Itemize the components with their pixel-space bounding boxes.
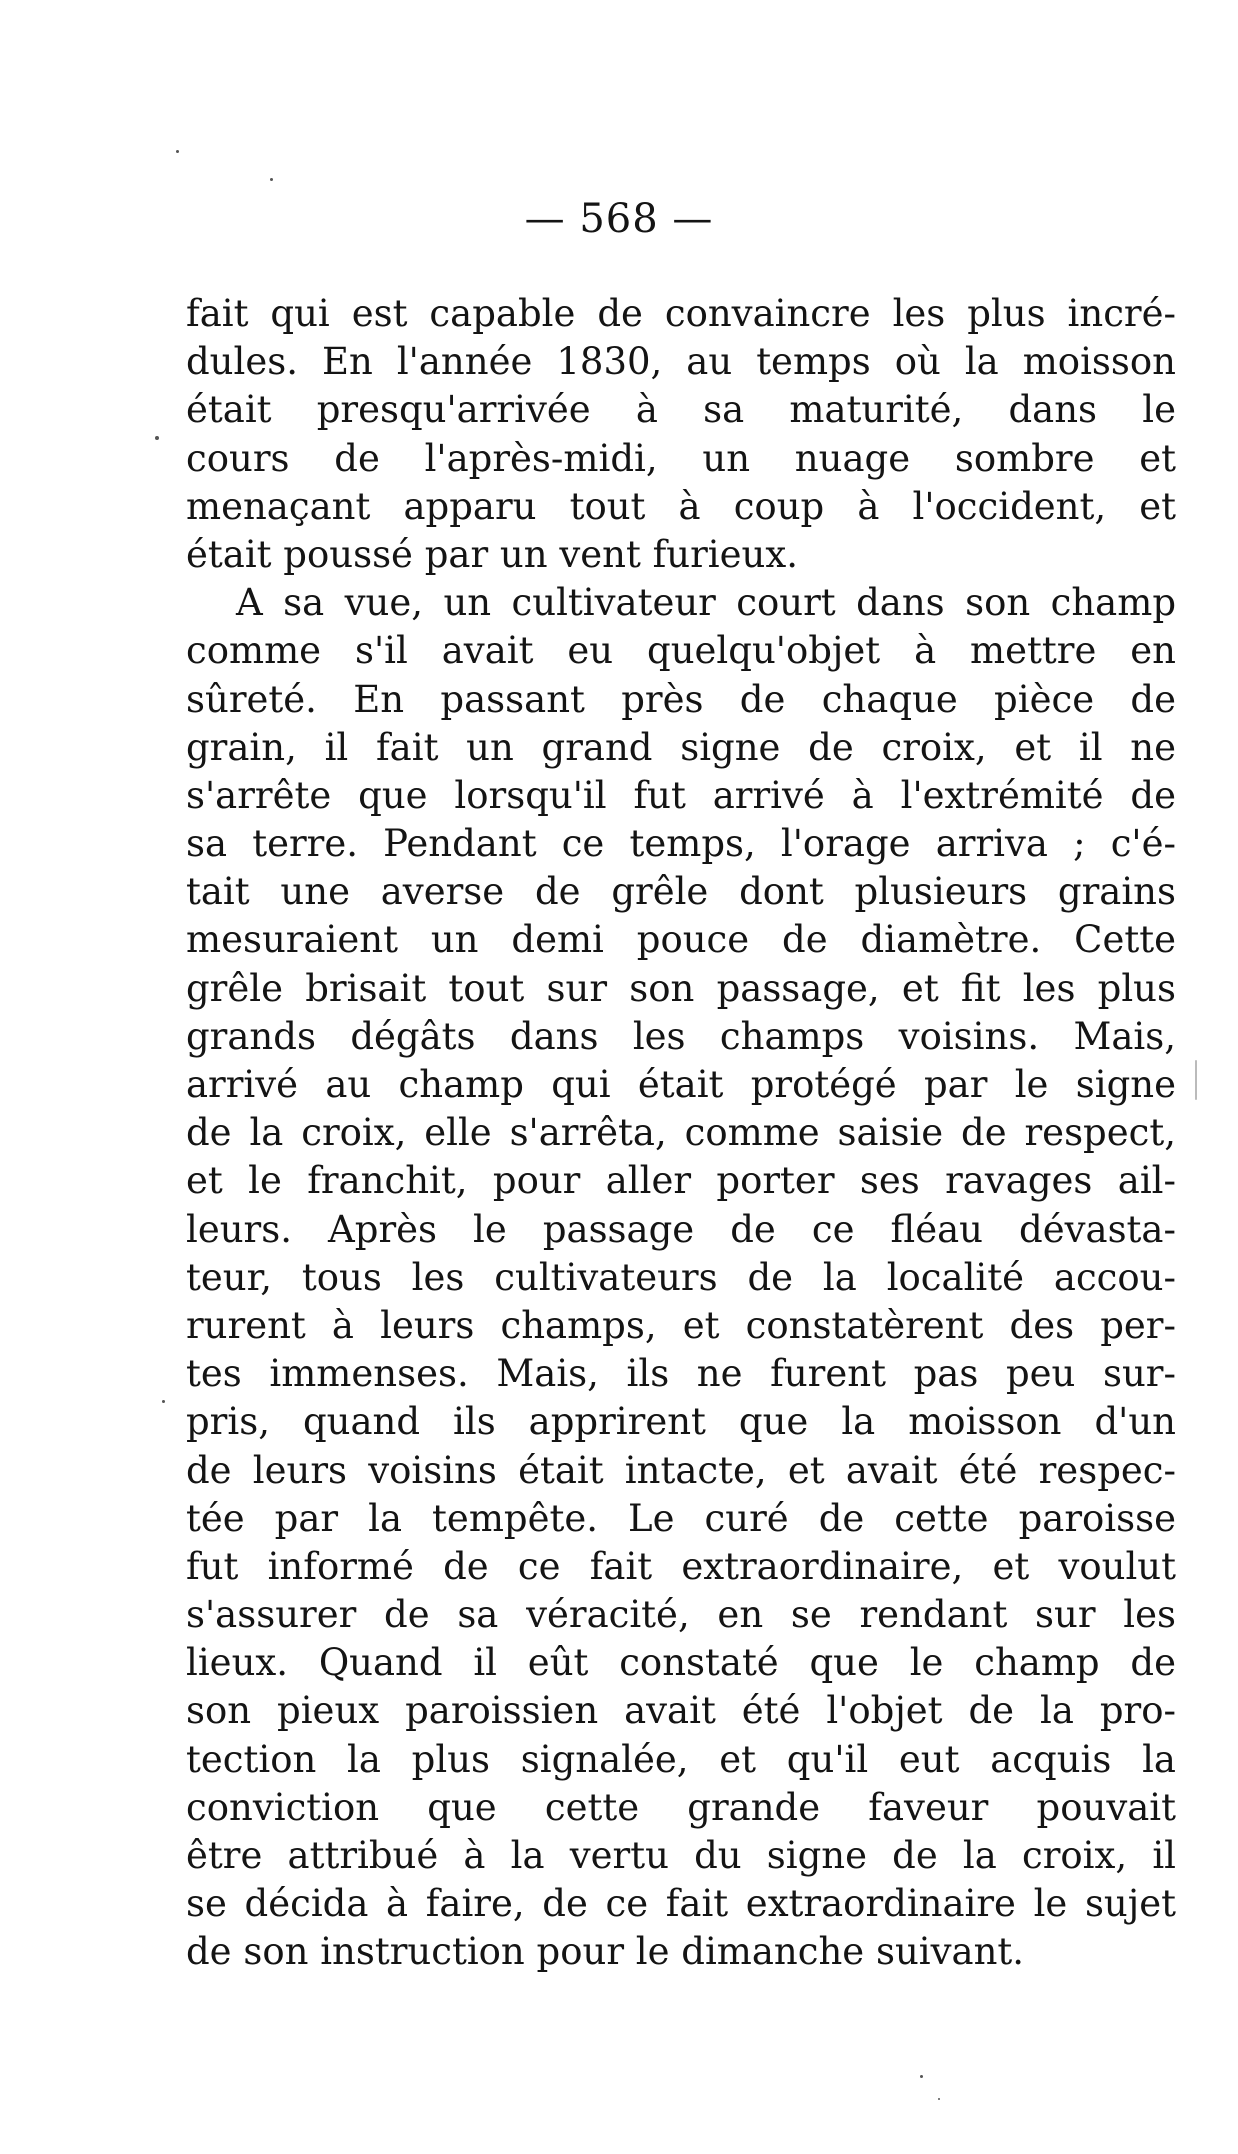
text-line: pris, quand ils apprirent que la moisson d'un [186,1400,1176,1444]
text-line: son pieux paroissien avait été l'objet de la pro- [186,1689,1176,1733]
text-line: teur, tous les cultivateurs de la localité accou- [186,1255,1176,1299]
scan-speck [920,2075,923,2078]
text-line: menaçant apparu tout à coup à l'occident, et [186,484,1176,528]
text-line: dules. En l'année 1830, au temps où la moisson [186,340,1176,384]
text-line: comme s'il avait eu quelqu'objet à mettre en [186,629,1176,673]
text-line: fut informé de ce fait extraordinaire, et voulut [186,1544,1176,1588]
text-line: était presqu'arrivée à sa maturité, dans le [186,388,1176,432]
text-line: s'assurer de sa véracité, en se rendant sur les [186,1593,1176,1637]
text-line: arrivé au champ qui était protégé par le signe [186,1063,1176,1106]
text-line: tes immenses. Mais, ils ne furent pas peu sur- [186,1352,1176,1396]
scan-speck [270,178,273,181]
text-line: grêle brisait tout sur son passage, et fit les plus [186,966,1176,1010]
text-line: de la croix, elle s'arrêta, comme saisie de respect, [186,1111,1176,1155]
text-line: s'arrête que lorsqu'il fut arrivé à l'extrémité de [186,773,1176,817]
scan-speck [155,436,159,440]
text-line: lieux. Quand il eût constaté que le champ de [186,1641,1176,1685]
scan-speck [938,2098,940,2100]
text-line: tée par la tempête. Le curé de cette paroisse [186,1496,1176,1540]
text-line: sûreté. En passant près de chaque pièce de [186,677,1176,721]
text-line: se décida à faire, de ce fait extraordinaire le sujet [186,1882,1176,1926]
paragraph [186,579,1176,1976]
text-line: grain, il fait un grand signe de croix, et il ne [186,725,1176,769]
text-line: tection la plus signalée, et qu'il eut acquis la [186,1737,1176,1781]
text-line: mesuraient un demi pouce de diamètre. Cette [186,918,1176,962]
text-line: tait une averse de grêle dont plusieurs grains [186,870,1176,914]
page-number: — 568 — [524,196,714,242]
text-line: grands dégâts dans les champs voisins. Mais, [186,1014,1176,1058]
text-line: A sa vue, un cultivateur court dans son champ [236,581,1176,625]
text-line: de leurs voisins était intacte, et avait été respec- [186,1448,1176,1492]
scan-speck [162,1400,165,1403]
text-line: cours de l'après-midi, un nuage sombre et [186,436,1176,480]
text-line: rurent à leurs champs, et constatèrent des per- [186,1303,1176,1347]
scan-speck [176,150,179,153]
text-line: et le franchit, pour aller porter ses ravages ail- [186,1159,1176,1203]
text-line: être attribué à la vertu du signe de la croix, il [186,1834,1176,1877]
text-line: sa terre. Pendant ce temps, l'orage arriva ; c'é- [186,822,1176,866]
body-text [186,290,1176,1977]
text-line: conviction que cette grande faveur pouvait [186,1785,1176,1829]
paragraph [186,290,1176,579]
scan-speck [1195,1060,1197,1100]
text-line: était poussé par un vent furieux. [186,532,798,576]
text-line: fait qui est capable de convaincre les plus incré- [186,292,1176,335]
text-line: de son instruction pour le dimanche suivant. [186,1930,1025,1974]
text-line: leurs. Après le passage de ce fléau dévasta- [186,1207,1176,1251]
